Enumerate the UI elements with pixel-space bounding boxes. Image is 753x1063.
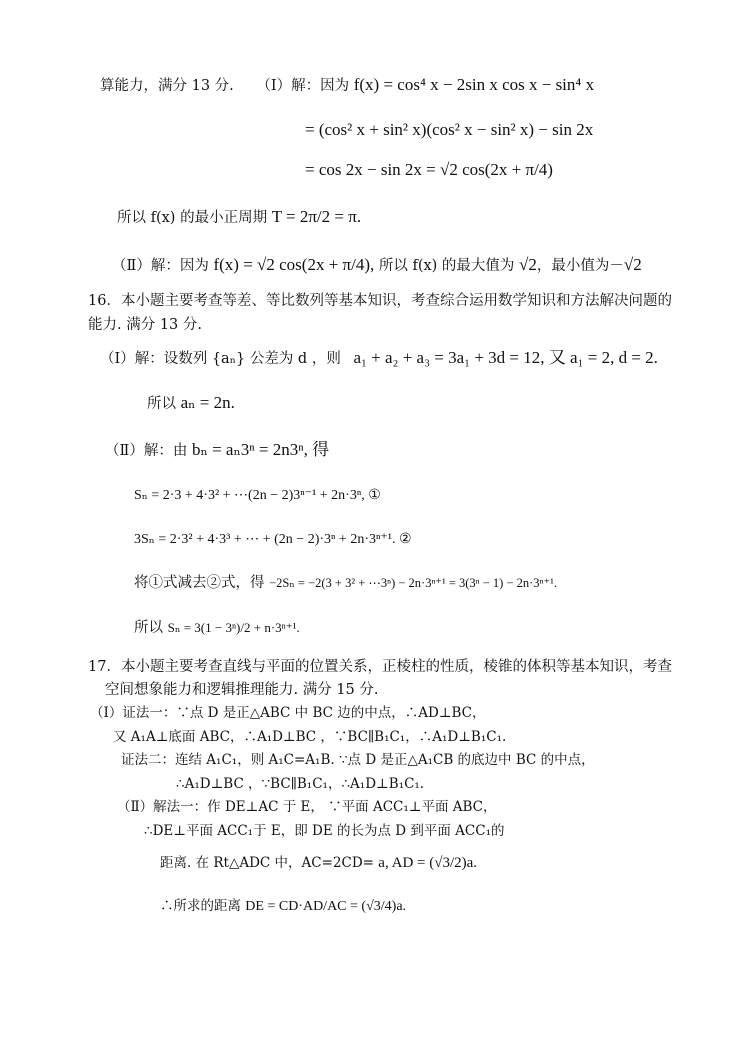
p16-bn-formula: bₙ = aₙ3ⁿ = 2n3ⁿ, 得 bbox=[191, 440, 330, 459]
p16-result-formula: Sₙ = 3(1 − 3ⁿ)/2 + n·3ⁿ⁺¹. bbox=[167, 620, 300, 635]
p15-part2-end: ，最小值为－ bbox=[536, 258, 624, 274]
p16-header-line1: 16．本小题主要考查等差、等比数列等基本知识，考查综合运用数学知识和方法解决问题的 bbox=[88, 293, 672, 309]
p16-an-line bbox=[147, 393, 235, 414]
p15-min-val: √2 bbox=[623, 255, 642, 274]
p15-intro: 算能力，满分 13 分. bbox=[100, 78, 234, 94]
p16-subtract-line bbox=[134, 573, 557, 593]
p17-part1-line1: （Ⅰ）证法一：∵点 D 是正△ABC 中 BC 边的中点，∴AD⊥BC， bbox=[90, 705, 486, 721]
p15-max-val: √2 bbox=[519, 255, 537, 274]
p17-part2-line3 bbox=[160, 853, 477, 873]
p16-subtract-text: 将①式减去②式，得 bbox=[134, 575, 265, 591]
p16-sn-eq1: Sₙ = 2·3 + 4·3² + ⋯(2n − 2)3ⁿ⁻¹ + 2n·3ⁿ, ① bbox=[134, 488, 381, 503]
p15-period-formula: T = 2π/2 = π. bbox=[271, 207, 362, 226]
p17-part1-line2: 又 A₁A⊥底面 ABC，∴A₁D⊥BC ，∵BC∥B₁C₁，∴A₁D⊥B₁C₁. bbox=[113, 729, 507, 745]
p17-part2-line3-text: 距离. 在 Rt△ADC 中，AC=2CD= bbox=[160, 855, 374, 871]
p16-result-line bbox=[134, 618, 300, 638]
p17-part2-line2: ∴DE⊥平面 ACC₁于 E，即 DE 的长为点 D 到平面 ACC₁的 bbox=[144, 823, 505, 839]
p15-part2-label: （Ⅱ）解：因为 bbox=[112, 258, 209, 274]
p15-step2: = cos 2x − sin 2x = √2 cos(2x + π/4) bbox=[305, 160, 553, 179]
p16-part1-formula: a₁ + a₂ + a₃ = 3a₁ + 3d = 12, 又 a₁ = 2, d = 2. bbox=[353, 348, 658, 367]
p15-part2-mid: 所以 f(x) 的最大值为 bbox=[378, 258, 515, 274]
p15-intro-line bbox=[100, 75, 594, 96]
p15-part1-label: （Ⅰ）解：因为 bbox=[256, 78, 350, 94]
p17-part1-line4: ∴A₁D⊥BC ，∵BC∥B₁C₁，∴A₁D⊥B₁C₁. bbox=[176, 776, 425, 792]
p16-part2-text: （Ⅱ）解：由 bbox=[105, 443, 188, 459]
p17-part2-line3-formula: a, AD = (√3/2)a. bbox=[378, 855, 478, 871]
p15-f-def: f(x) = cos⁴ x − 2sin x cos x − sin⁴ x bbox=[353, 75, 595, 94]
p16-an-text: 所以 bbox=[147, 396, 176, 412]
p16-header-line2: 能力. 满分 13 分. bbox=[88, 317, 202, 333]
p17-part2-line1: （Ⅱ）解法一：作 DE⊥AC 于 E， ∵平面 ACC₁⊥平面 ABC， bbox=[117, 799, 497, 815]
p15-step1: = (cos² x + sin² x)(cos² x − sin² x) − sin 2x bbox=[305, 120, 594, 139]
p16-part1-line bbox=[100, 348, 658, 369]
p15-period-line bbox=[117, 207, 361, 228]
p16-subtract-formula: −2Sₙ = −2(3 + 3² + ⋯3ⁿ) − 2n·3ⁿ⁺¹ = 3(3ⁿ − 1) − 2n·3ⁿ⁺¹. bbox=[269, 576, 557, 590]
p16-part2-line bbox=[105, 440, 329, 461]
p17-part2-line4-text: ∴所求的距离 bbox=[160, 898, 241, 914]
p16-part1-text: （Ⅰ）解：设数列 {aₙ} 公差为 d ，则 bbox=[100, 351, 341, 367]
p16-sn-eq2: 3Sₙ = 2·3² + 4·3³ + ⋯ + (2n − 2)·3ⁿ + 2n·3ⁿ⁺¹. ② bbox=[134, 532, 412, 547]
p17-part2-line4 bbox=[160, 896, 406, 917]
p17-header-line2: 空间想象能力和逻辑推理能力. 满分 15 分. bbox=[105, 682, 379, 698]
p17-part2-line4-formula: DE = CD·AD/AC = (√3/4)a. bbox=[245, 899, 407, 914]
p16-an-formula: aₙ = 2n. bbox=[180, 393, 235, 412]
p16-result-text: 所以 bbox=[134, 620, 163, 636]
p17-part1-line3: 证法二：连结 A₁C₁，则 A₁C=A₁B. ∵点 D 是正△A₁CB 的底边中 BC 的中点， bbox=[121, 752, 595, 768]
p17-header-line1: 17．本小题主要考查直线与平面的位置关系，正棱柱的性质，棱锥的体积等基本知识，考查 bbox=[88, 659, 672, 675]
p15-part2-formula: f(x) = √2 cos(2x + π/4), bbox=[213, 255, 375, 274]
p15-part2-line bbox=[112, 255, 642, 276]
p15-period-text: 所以 f(x) 的最小正周期 bbox=[117, 210, 268, 226]
